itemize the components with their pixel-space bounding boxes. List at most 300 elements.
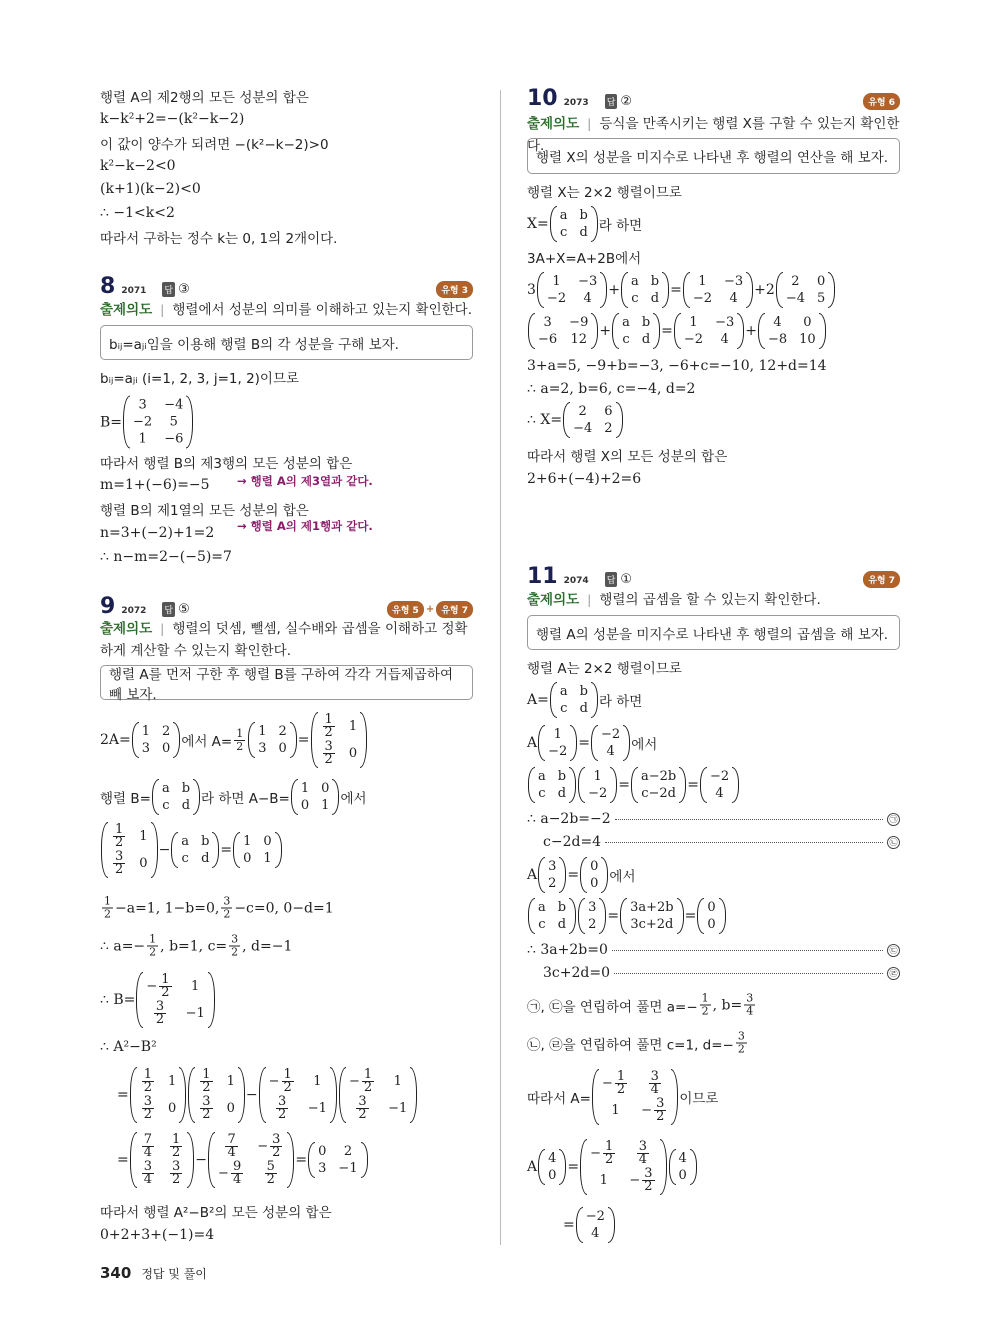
left-paren bbox=[130, 1132, 137, 1188]
answer bbox=[162, 282, 189, 297]
matrix bbox=[339, 1067, 417, 1123]
right-paren bbox=[287, 1132, 294, 1188]
matrix-entry bbox=[152, 1001, 168, 1026]
fraction-body bbox=[234, 728, 245, 753]
hint-box bbox=[527, 138, 900, 174]
matrix bbox=[612, 313, 660, 349]
matrix-entry bbox=[590, 859, 598, 874]
numerator: 5 bbox=[266, 1159, 275, 1174]
matrix-entry bbox=[548, 1168, 556, 1183]
matrix-entry bbox=[191, 979, 199, 994]
denominator: 2 bbox=[283, 1080, 292, 1095]
right-paren bbox=[660, 1139, 667, 1195]
math-text: 4 bbox=[583, 291, 592, 306]
matrix-entry bbox=[631, 274, 639, 289]
solution-line bbox=[100, 227, 337, 247]
math-text: −2 bbox=[548, 744, 568, 759]
fraction-body bbox=[603, 1141, 615, 1166]
math-text: ∴ n−m=2−(−5)=7 bbox=[100, 549, 232, 565]
math-text: c bbox=[162, 798, 170, 813]
math-text: 0 bbox=[678, 1168, 687, 1183]
math-text: 에서 bbox=[631, 737, 658, 753]
math-text: 1 bbox=[141, 724, 151, 739]
math-text: 0 bbox=[707, 917, 716, 932]
denominator: 2 bbox=[202, 1080, 211, 1095]
math-text: 2 bbox=[343, 1144, 353, 1159]
matrix-entry bbox=[182, 851, 189, 866]
separator: | bbox=[160, 621, 165, 636]
math-text: 1 bbox=[698, 274, 707, 289]
denominator: 2 bbox=[104, 907, 111, 921]
matrix-grid bbox=[681, 313, 737, 349]
right-paren bbox=[690, 1149, 697, 1185]
matrix-entry bbox=[586, 1209, 605, 1224]
math-text: 에서 bbox=[609, 869, 636, 885]
numerator: 1 bbox=[236, 726, 244, 740]
minus-sign: − bbox=[218, 1166, 229, 1181]
numerator: 3 bbox=[656, 1096, 665, 1111]
matrix bbox=[700, 767, 739, 803]
matrix bbox=[758, 313, 826, 349]
fraction bbox=[146, 974, 173, 999]
fraction-body bbox=[221, 896, 232, 921]
matrix-entry bbox=[538, 769, 546, 784]
matrix bbox=[537, 272, 607, 308]
matrix-entry bbox=[201, 851, 209, 866]
numerator: 1 bbox=[115, 822, 124, 837]
denominator: 2 bbox=[236, 739, 244, 753]
answer-value: ② bbox=[620, 94, 633, 109]
numerator: 3 bbox=[143, 1159, 153, 1174]
matrix-entry bbox=[560, 225, 567, 240]
intent bbox=[100, 618, 473, 662]
math-text: , b=1, c= bbox=[160, 938, 228, 954]
fraction bbox=[168, 1134, 184, 1159]
math-text: = bbox=[297, 732, 310, 748]
math-text: 3c+2d=0 bbox=[543, 965, 610, 981]
left-paren bbox=[123, 396, 130, 449]
matrix-entry bbox=[142, 741, 150, 756]
matrix-entry bbox=[349, 1069, 376, 1094]
math-text: −1 bbox=[338, 1161, 358, 1176]
fraction-body bbox=[654, 1098, 666, 1123]
math-text: = bbox=[567, 1159, 580, 1175]
matrix-grid bbox=[545, 1149, 559, 1185]
math-text: 1 bbox=[263, 851, 272, 866]
math-text: + bbox=[599, 323, 612, 339]
denominator: 2 bbox=[172, 1172, 181, 1187]
math-text: 2 bbox=[588, 917, 597, 932]
matrix-entry bbox=[263, 834, 271, 849]
numerator: 7 bbox=[143, 1132, 153, 1147]
matrix-entry bbox=[817, 291, 825, 306]
fraction bbox=[635, 1141, 651, 1166]
matrix-grid bbox=[108, 822, 151, 878]
answer-value: ⑤ bbox=[178, 602, 190, 617]
fraction-body bbox=[154, 1001, 166, 1026]
matrix-entry bbox=[142, 724, 150, 739]
matrix-entry bbox=[354, 1096, 370, 1121]
answer-icon: 답 bbox=[605, 572, 618, 587]
solution-line bbox=[100, 896, 334, 921]
matrix-entry bbox=[198, 1069, 214, 1094]
math-text: −6 bbox=[164, 431, 184, 447]
matrix-entry bbox=[538, 900, 546, 915]
leader-dots bbox=[612, 950, 883, 951]
matrix-entry bbox=[547, 291, 566, 306]
hint-text: 행렬 A를 먼저 구한 후 행렬 B를 구하여 각각 거듭제곱하여 빼 보자. bbox=[109, 666, 454, 703]
matrix-entry bbox=[707, 917, 715, 932]
matrix-entry bbox=[301, 781, 309, 796]
fraction-body bbox=[270, 1134, 282, 1159]
matrix-entry bbox=[168, 1074, 176, 1089]
math-text: 1 bbox=[313, 1074, 322, 1089]
matrix-entry bbox=[580, 701, 588, 716]
math-text: 0 bbox=[816, 274, 826, 289]
numerator: 3 bbox=[644, 1166, 653, 1181]
fraction-body bbox=[170, 1161, 182, 1186]
math-text: a bbox=[538, 900, 546, 915]
numerator: 3 bbox=[650, 1069, 659, 1084]
matrix-entry bbox=[111, 851, 127, 876]
fraction-body bbox=[700, 993, 711, 1018]
matrix-grid bbox=[707, 767, 732, 803]
separator: | bbox=[587, 116, 592, 131]
intent-label: 출제의도 bbox=[527, 592, 580, 608]
matrix bbox=[259, 1067, 337, 1123]
left-paren bbox=[538, 1149, 545, 1185]
matrix-entry bbox=[630, 917, 673, 932]
solution-line bbox=[100, 452, 352, 472]
matrix-grid bbox=[545, 857, 559, 893]
matrix bbox=[550, 682, 598, 718]
right-paren bbox=[208, 972, 215, 1028]
math-text: A bbox=[527, 867, 538, 883]
left-paren bbox=[550, 682, 557, 718]
matrix bbox=[580, 1139, 666, 1195]
math-text: = bbox=[567, 867, 580, 883]
matrix-entry bbox=[162, 781, 170, 796]
matrix-grid bbox=[535, 898, 569, 934]
math-text: 3a+2b bbox=[630, 900, 674, 915]
denominator: 2 bbox=[737, 1042, 745, 1056]
numerator: 7 bbox=[227, 1132, 236, 1147]
fraction bbox=[734, 1031, 749, 1056]
math-text: 행렬 X는 2×2 행렬이므로 bbox=[527, 185, 682, 201]
left-paren bbox=[621, 272, 628, 308]
matrix-entry bbox=[698, 274, 706, 289]
fraction bbox=[219, 896, 234, 921]
matrix-entry bbox=[186, 1006, 205, 1021]
left-paren bbox=[538, 725, 545, 761]
math-text: −6 bbox=[538, 332, 558, 347]
matrix-entry bbox=[651, 274, 659, 289]
solution-line bbox=[100, 779, 367, 815]
math-text: 1 bbox=[138, 431, 147, 447]
matrix-entry bbox=[622, 315, 630, 330]
matrix-grid bbox=[178, 832, 212, 868]
math-text: 1 bbox=[139, 829, 148, 844]
matrix-entry bbox=[799, 332, 816, 347]
solution-line bbox=[100, 1039, 157, 1055]
solution-line bbox=[527, 993, 757, 1018]
right-paren bbox=[559, 857, 566, 893]
matrix bbox=[171, 832, 219, 868]
matrix-entry bbox=[243, 834, 251, 849]
left-paren bbox=[592, 1069, 599, 1125]
math-text: −2 bbox=[588, 786, 608, 801]
matrix-entry bbox=[263, 851, 271, 866]
right-paren bbox=[737, 313, 744, 349]
matrix-entry bbox=[773, 315, 781, 330]
matrix bbox=[697, 898, 725, 934]
matrix-entry bbox=[111, 824, 127, 849]
right-paren bbox=[238, 1067, 245, 1123]
hint-text: 행렬 A의 성분을 미지수로 나타낸 후 행렬의 곱셈을 해 보자. bbox=[536, 626, 889, 643]
fraction-body bbox=[649, 1071, 661, 1096]
left-paren bbox=[550, 206, 557, 242]
math-text: −3 bbox=[715, 315, 735, 330]
matrix-grid bbox=[535, 767, 569, 803]
denominator: 2 bbox=[605, 1152, 614, 1167]
fraction-body bbox=[642, 1168, 654, 1193]
solution-line bbox=[100, 525, 214, 541]
hint-box bbox=[100, 665, 473, 703]
math-text: 따라서 A= bbox=[527, 1091, 591, 1107]
math-text: 라 하면 A−B= bbox=[201, 791, 290, 807]
solution-line bbox=[100, 822, 283, 878]
math-text: 4 bbox=[678, 1151, 687, 1166]
matrix bbox=[592, 1069, 678, 1125]
solution-line bbox=[527, 206, 642, 242]
fraction-body bbox=[736, 1031, 747, 1056]
solution-line bbox=[100, 396, 194, 449]
matrix-entry bbox=[588, 786, 607, 801]
problem-number: 9 bbox=[100, 594, 116, 619]
math-text: = bbox=[117, 1087, 129, 1103]
matrix-entry bbox=[301, 798, 309, 813]
matrix-entry bbox=[622, 332, 629, 347]
matrix-entry bbox=[602, 1071, 629, 1096]
left-paren bbox=[171, 832, 178, 868]
matrix-grid bbox=[704, 898, 718, 934]
matrix-entry bbox=[344, 1144, 352, 1159]
problem-number: 10 bbox=[527, 86, 558, 111]
matrix-grid bbox=[143, 972, 207, 1028]
matrix bbox=[563, 402, 622, 438]
math-text: + bbox=[745, 323, 757, 339]
math-text: 3 bbox=[318, 1161, 327, 1176]
right-paren bbox=[361, 1142, 368, 1178]
numerator: 1 bbox=[605, 1139, 614, 1154]
math-text: a bbox=[161, 781, 170, 796]
matrix-entry bbox=[227, 1074, 235, 1089]
intent-label: 출제의도 bbox=[100, 621, 153, 637]
matrix-entry bbox=[679, 1151, 687, 1166]
matrix-entry bbox=[803, 315, 811, 330]
numerator: 3 bbox=[737, 1029, 745, 1043]
math-text: = bbox=[578, 735, 591, 751]
left-paren bbox=[580, 857, 587, 893]
matrix-grid bbox=[130, 396, 186, 449]
fraction bbox=[647, 1071, 663, 1096]
matrix-entry bbox=[729, 291, 737, 306]
numerator: 3 bbox=[231, 932, 239, 946]
math-text: = bbox=[295, 1152, 308, 1168]
matrix-entry bbox=[548, 859, 556, 874]
math-text: A bbox=[527, 1159, 538, 1175]
math-text: k−k²+2=−(k²−k−2) bbox=[100, 111, 245, 127]
matrix-entry bbox=[558, 786, 566, 801]
math-text: − bbox=[245, 1087, 258, 1103]
math-text: k²−k−2<0 bbox=[100, 158, 176, 174]
matrix-grid bbox=[139, 722, 174, 758]
matrix bbox=[631, 767, 686, 803]
fraction bbox=[140, 1069, 156, 1094]
matrix-entry bbox=[140, 1161, 156, 1186]
math-text: −4 bbox=[785, 291, 805, 306]
solution-line bbox=[100, 205, 175, 221]
type-badge: 유형 5 bbox=[387, 601, 424, 618]
math-text: 4 bbox=[773, 315, 782, 330]
solution-line bbox=[527, 767, 740, 803]
math-text: 1 bbox=[191, 979, 200, 994]
math-text: bᵢⱼ=aⱼᵢ (i=1, 2, 3, j=1, 2)이므로 bbox=[100, 371, 300, 387]
math-text: b bbox=[641, 315, 651, 330]
right-paren bbox=[570, 725, 577, 761]
math-text: ∴ X= bbox=[527, 412, 563, 428]
math-text: ∴ a=2, b=6, c=−4, d=2 bbox=[527, 381, 696, 397]
matrix-entry bbox=[684, 332, 703, 347]
intent-text: 행렬의 덧셈, 뺄셈, 실수배와 곱셈을 이해하고 정확하게 계산할 수 있는지 확인한다. bbox=[100, 621, 468, 659]
solution-line bbox=[563, 1207, 616, 1243]
math-text: = bbox=[661, 323, 673, 339]
denominator: 2 bbox=[266, 1172, 275, 1187]
left-paren bbox=[339, 1067, 346, 1123]
left-paren bbox=[259, 1067, 266, 1123]
matrix-grid bbox=[346, 1067, 410, 1123]
math-text: m=1+(−6)=−5 bbox=[100, 477, 210, 493]
left-paren bbox=[248, 722, 255, 758]
fraction bbox=[198, 1069, 214, 1094]
matrix bbox=[580, 857, 608, 893]
matrix-grid bbox=[557, 206, 591, 242]
math-text: 1 bbox=[552, 274, 561, 289]
matrix bbox=[248, 722, 297, 758]
math-text: = bbox=[684, 908, 697, 924]
matrix-entry bbox=[601, 727, 620, 742]
math-text: 3 bbox=[548, 859, 557, 874]
right-paren bbox=[653, 313, 660, 349]
matrix-entry bbox=[554, 727, 562, 742]
problem-header bbox=[527, 86, 900, 111]
matrix-entry bbox=[140, 1134, 156, 1159]
math-text: d bbox=[579, 225, 588, 240]
numerator: 3 bbox=[358, 1094, 367, 1109]
math-text: 행렬 B= bbox=[100, 791, 151, 807]
solution-line bbox=[100, 367, 299, 387]
matrix-entry bbox=[579, 208, 587, 223]
math-text: 0 bbox=[590, 876, 599, 891]
annotation-note: → 행렬 A의 제3열과 같다. bbox=[237, 474, 373, 488]
matrix-entry bbox=[569, 315, 588, 330]
type-badge: 유형 7 bbox=[436, 601, 473, 618]
solution-line bbox=[100, 158, 176, 174]
denominator: 2 bbox=[149, 945, 157, 959]
matrix-entry bbox=[201, 834, 209, 849]
matrix-grid bbox=[676, 1149, 690, 1185]
math-text: + bbox=[608, 282, 620, 298]
left-paren bbox=[538, 857, 545, 893]
math-text: a bbox=[181, 834, 190, 849]
math-text: ∴ A²−B² bbox=[100, 1039, 157, 1055]
math-text: 2 bbox=[578, 404, 587, 419]
solution-line bbox=[100, 549, 232, 565]
math-text: 1 bbox=[593, 769, 602, 784]
equation-mark: ㉢ bbox=[887, 944, 900, 957]
math-text: = bbox=[117, 1152, 129, 1168]
right-paren bbox=[719, 898, 726, 934]
fraction-body bbox=[744, 993, 755, 1018]
minus-sign: − bbox=[601, 1076, 613, 1091]
matrix-entry bbox=[168, 1134, 184, 1159]
matrix bbox=[538, 725, 577, 761]
right-paren bbox=[193, 779, 200, 815]
matrix-grid bbox=[570, 402, 615, 438]
footer bbox=[100, 1264, 207, 1282]
fraction bbox=[269, 1069, 296, 1094]
math-text: 0 bbox=[162, 741, 171, 756]
fraction bbox=[145, 934, 160, 959]
math-text: a bbox=[559, 684, 568, 699]
type-badge: 유형 6 bbox=[863, 93, 900, 110]
denominator: 2 bbox=[161, 985, 170, 1000]
intent-text: 행렬의 곱셈을 할 수 있는지 확인한다. bbox=[599, 592, 821, 608]
math-text: −c=0, 0−d=1 bbox=[234, 900, 334, 916]
matrix-entry bbox=[558, 900, 566, 915]
equation-mark: ㉣ bbox=[887, 967, 900, 980]
intent-label-wrap bbox=[527, 116, 579, 131]
intent-label: 출제의도 bbox=[527, 116, 580, 132]
math-text: −2 bbox=[692, 291, 712, 306]
matrix-entry bbox=[570, 332, 587, 347]
matrix-entry bbox=[257, 1134, 284, 1159]
denominator: 4 bbox=[143, 1172, 153, 1187]
fraction-body bbox=[142, 1096, 154, 1121]
matrix-entry bbox=[579, 225, 587, 240]
matrix-entry bbox=[538, 786, 545, 801]
type-badge: 유형 7 bbox=[863, 571, 900, 588]
matrix bbox=[669, 1149, 697, 1185]
matrix bbox=[674, 313, 744, 349]
fraction-body bbox=[159, 974, 171, 999]
minus-sign: − bbox=[146, 979, 158, 994]
intent bbox=[100, 299, 473, 321]
matrix bbox=[311, 712, 368, 768]
math-text: d bbox=[557, 917, 567, 932]
matrix-entry bbox=[181, 834, 189, 849]
matrix-entry bbox=[321, 781, 329, 796]
matrix-entry bbox=[768, 332, 787, 347]
math-text: −2 bbox=[601, 727, 621, 742]
math-text: 0 bbox=[300, 798, 310, 813]
denominator: 2 bbox=[272, 1145, 281, 1160]
matrix-entry bbox=[558, 769, 566, 784]
left-paren bbox=[528, 313, 535, 349]
math-text: 1 bbox=[243, 834, 252, 849]
footer-title: 정답 및 풀이 bbox=[141, 1267, 207, 1281]
math-text: ∴ a−2b=−2 bbox=[527, 811, 611, 827]
